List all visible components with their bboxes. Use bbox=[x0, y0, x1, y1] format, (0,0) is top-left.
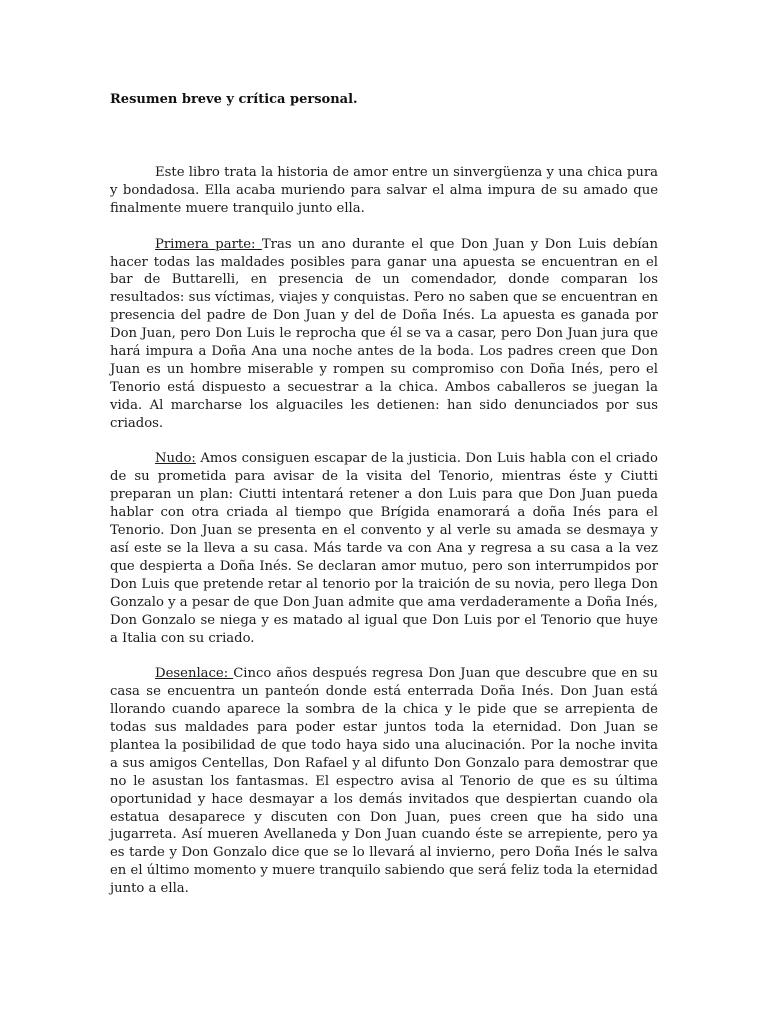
section-label-primera-parte: Primera parte: bbox=[155, 236, 262, 252]
section-text-nudo: Amos consiguen escapar de la justicia. Don Luis habla con el criado de su prometida para avisar de la visita del Tenorio, mientras éste y Ciutti preparan un plan: Ciutti intentará retener a don Luis para que Don Juan pueda hablar con otra criada al tiempo que Brígida enamorará a doña Inés para el Tenorio. Don Juan se presenta en el convento y al verle su amada se desmaya y así este se la lleva a su casa. Más tarde va con Ana y regresa a su casa a la vez que despierta a Doña Inés. Se declaran amor mutuo, pero son interrumpidos por Don Luis que pretende retar al tenorio por la traición de su novia, pero llega Don Gonzalo y a pesar de que Don Juan admite que ama verdaderamente a Doña Inés, Don Gonzalo se niega y es matado al igual que Don Luis por el Tenorio que huye a Italia con su criado. bbox=[110, 451, 658, 646]
section-text-desenlace: Cinco años después regresa Don Juan que descubre que en su casa se encuentra un panteón donde está enterrada Doña Inés. Don Juan está llorando cuando aparece la sombra de la chica y le pide que se arrepienta de todas sus maldades para poder estar juntos toda la eternidad. Don Juan se plantea la posibilidad de que todo haya sido una alucinación. Por la noche invita a sus amigos Centellas, Don Rafael y al difunto Don Gonzalo para demostrar que no le asustan los fantasmas. El espectro avisa al Tenorio de que es su última oportunidad y hace desmayar a los demás invitados que despiertan cuando ola estatua desaparece y discuten con Don Juan, pues creen que ha sido una jugarreta. Así mueren Avellaneda y Don Juan cuando éste se arrepiente, pero ya es tarde y Don Gonzalo dice que se lo llevará al invierno, pero Doña Inés le salva en el último momento y muere tranquilo sabiendo que será feliz toda la eternidad junto a ella. bbox=[110, 666, 658, 897]
section-label-desenlace: Desenlace: bbox=[155, 666, 234, 682]
intro-paragraph: Este libro trata la historia de amor entre un sinvergüenza y una chica pura y bondadosa. Ella acaba muriendo para salvar el alma impura de su amado que finalmente muere tranquilo junto ella. bbox=[110, 165, 658, 216]
section-text-primera-parte: Tras un ano durante el que Don Juan y Don Luis debían hacer todas las maldades posibles para ganar una apuesta se encuentran en el bar de Buttarelli, en presencia de un comendador, donde comparan los resultados: sus víctimas, viajes y conquistas. Pero no saben que se encuentran en presencia del padre de Don Juan y del de Doña Inés. La apuesta es ganada por Don Juan, pero Don Luis le reprocha que él se va a casar, pero Don Juan jura que hará impura a Doña Ana una noche antes de la boda. Los padres creen que Don Juan es un hombre miserable y rompen su compromiso con Doña Inés, pero el Tenorio está dispuesto a secuestrar a la chica. Ambos caballeros se juegan la vida. Al marcharse los alguaciles les detienen: han sido denunciados por sus criados. bbox=[110, 236, 658, 431]
section-label-nudo: Nudo: bbox=[155, 451, 196, 467]
document-title: Resumen breve y crítica personal. bbox=[110, 92, 358, 107]
document-body bbox=[110, 164, 658, 898]
section-primera-parte bbox=[110, 236, 658, 433]
section-nudo bbox=[110, 450, 658, 647]
section-desenlace bbox=[110, 665, 658, 898]
